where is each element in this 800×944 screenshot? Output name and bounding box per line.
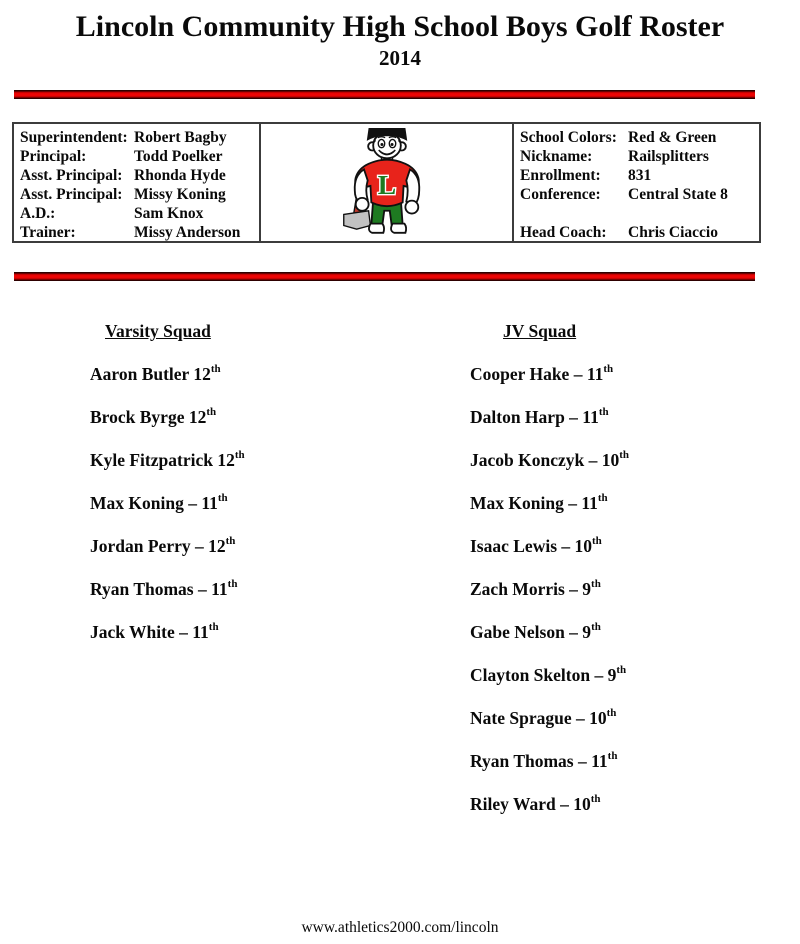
player-text: Max Koning – 11 <box>90 493 218 513</box>
info-row <box>520 223 753 242</box>
grade-suffix: th <box>606 707 617 720</box>
player-row <box>470 493 629 513</box>
player-text: Jacob Konczyk – 10 <box>470 450 620 470</box>
varsity-player-list <box>90 364 245 642</box>
page-year: 2014 <box>379 46 421 70</box>
player-text: Dalton Harp – 11 <box>470 407 599 427</box>
mascot-shoe-right <box>391 223 406 232</box>
player-row <box>470 579 629 599</box>
info-label <box>520 204 628 223</box>
info-value: Railsplitters <box>628 148 709 165</box>
player-row <box>470 794 629 814</box>
player-row <box>470 364 629 384</box>
mascot-shoe-left <box>368 223 383 232</box>
railsplitter-mascot-icon <box>341 126 433 244</box>
page-title: Lincoln Community High School Boys Golf Roster <box>75 10 725 43</box>
info-row <box>520 166 753 185</box>
info-row <box>520 128 753 147</box>
player-text: Jordan Perry – 12 <box>90 536 226 556</box>
info-value: Missy Anderson <box>134 224 241 241</box>
player-row <box>470 751 629 771</box>
player-row <box>90 493 245 513</box>
player-text: Jack White – 11 <box>90 622 209 642</box>
player-row <box>470 407 629 427</box>
player-row <box>90 622 245 642</box>
mascot-fist-right <box>405 200 418 213</box>
info-row <box>20 223 253 242</box>
grade-suffix: th <box>598 406 609 419</box>
player-text: Isaac Lewis – 10 <box>470 536 593 556</box>
staff-info-cell <box>14 124 261 241</box>
info-row <box>20 147 253 166</box>
info-row <box>520 185 753 204</box>
grade-suffix: th <box>619 449 630 462</box>
mascot-fist-left <box>355 197 368 210</box>
jv-player-list <box>470 364 629 814</box>
divider-bar-bottom <box>14 272 755 281</box>
grade-suffix: th <box>607 750 618 763</box>
player-row <box>470 708 629 728</box>
player-row <box>470 665 629 685</box>
info-label: Head Coach: <box>520 224 607 241</box>
player-row <box>90 536 245 556</box>
info-label: A.D.: <box>20 205 56 222</box>
info-label: Trainer: <box>20 224 76 241</box>
info-label: Principal: <box>20 148 87 165</box>
player-text: Aaron Butler 12 <box>90 364 211 384</box>
info-row <box>20 128 253 147</box>
info-label: Enrollment: <box>520 167 601 184</box>
info-label: School Colors: <box>520 129 617 146</box>
grade-suffix: th <box>225 535 236 548</box>
player-text: Riley Ward – 10 <box>470 794 591 814</box>
info-value: Missy Koning <box>134 186 226 203</box>
info-value: Rhonda Hyde <box>134 167 226 184</box>
school-info-box <box>12 122 761 243</box>
player-text: Gabe Nelson – 9 <box>470 622 592 642</box>
divider-bar-top <box>14 90 755 99</box>
player-row <box>90 450 245 470</box>
info-row <box>20 185 253 204</box>
school-facts-cell <box>512 124 759 241</box>
info-row <box>520 204 753 223</box>
player-row <box>90 579 245 599</box>
grade-suffix: th <box>206 406 217 419</box>
grade-suffix: th <box>591 621 601 634</box>
info-row <box>20 204 253 223</box>
player-text: Clayton Skelton – 9 <box>470 665 617 685</box>
info-label: Asst. Principal: <box>20 167 123 184</box>
grade-suffix: th <box>597 492 608 505</box>
player-row <box>90 364 245 384</box>
info-row <box>520 147 753 166</box>
player-text: Brock Byrge 12 <box>90 407 207 427</box>
grade-suffix: th <box>217 492 228 505</box>
axe-head <box>343 210 370 228</box>
player-row <box>470 622 629 642</box>
player-row <box>90 407 245 427</box>
grade-suffix: th <box>227 578 238 591</box>
info-label: Conference: <box>520 186 601 203</box>
player-text: Ryan Thomas – 11 <box>470 751 608 771</box>
player-text: Nate Sprague – 10 <box>470 708 607 728</box>
info-value: Sam Knox <box>134 205 204 222</box>
player-text: Kyle Fitzpatrick 12 <box>90 450 235 470</box>
info-value: Central State 8 <box>628 186 728 203</box>
jv-heading: JV Squad <box>503 321 577 341</box>
varsity-heading: Varsity Squad <box>105 321 211 341</box>
player-row <box>470 450 629 470</box>
grade-suffix: th <box>616 664 627 677</box>
mascot-letter: L <box>377 168 396 200</box>
info-row <box>20 166 253 185</box>
info-value: Chris Ciaccio <box>628 224 718 241</box>
footer-url: www.athletics2000.com/lincoln <box>301 919 499 936</box>
varsity-column <box>90 321 245 642</box>
info-value: 831 <box>628 167 652 184</box>
info-label: Nickname: <box>520 148 593 165</box>
grade-suffix: th <box>591 578 601 591</box>
info-value: Todd Poelker <box>134 148 223 165</box>
player-text: Cooper Hake – 11 <box>470 364 604 384</box>
info-label: Superintendent: <box>20 129 128 146</box>
grade-suffix: th <box>210 363 221 376</box>
player-text: Zach Morris – 9 <box>470 579 592 599</box>
grade-suffix: th <box>208 621 219 634</box>
grade-suffix: th <box>590 793 601 806</box>
grade-suffix: th <box>592 535 602 548</box>
player-text: Ryan Thomas – 11 <box>90 579 228 599</box>
jv-column <box>470 321 629 814</box>
mascot-cell <box>261 124 512 241</box>
player-text: Max Koning – 11 <box>470 493 598 513</box>
info-label: Asst. Principal: <box>20 186 123 203</box>
info-value: Robert Bagby <box>134 129 227 146</box>
grade-suffix: th <box>234 449 245 462</box>
info-value: Red & Green <box>628 129 717 146</box>
grade-suffix: th <box>603 363 614 376</box>
player-row <box>470 536 629 556</box>
